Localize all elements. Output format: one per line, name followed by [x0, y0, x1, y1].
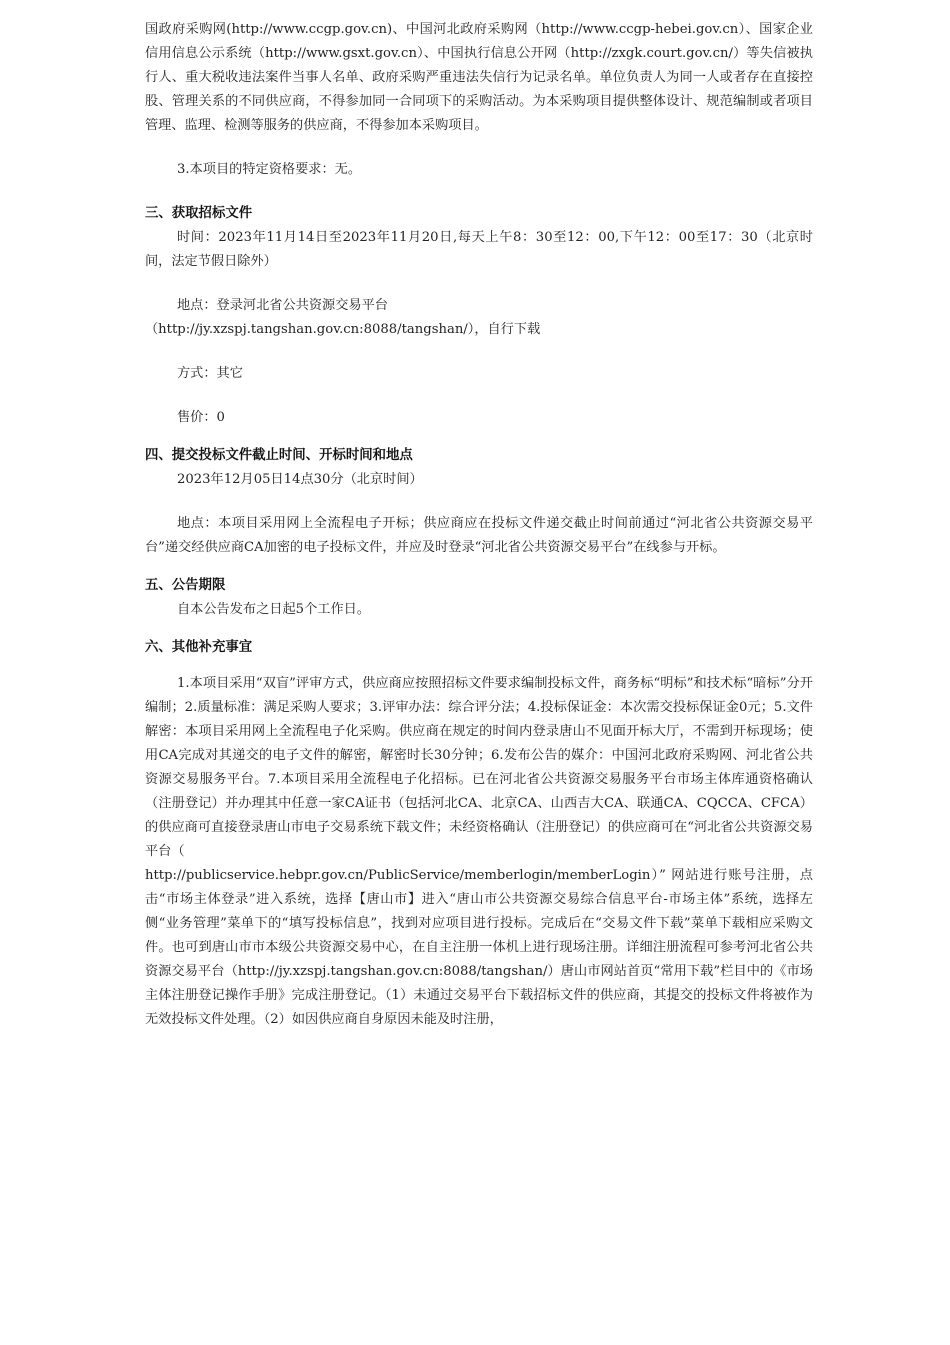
section-3-method: 方式：其它 [177, 366, 243, 381]
section-3-price: 售价：0 [177, 410, 225, 425]
section-5-text: 自本公告发布之日起5个工作日。 [177, 602, 371, 617]
section-5-title: 五、公告期限 [145, 578, 226, 593]
section-4-time: 2023年12月05日14点30分（北京时间） [177, 472, 423, 487]
section-3-place-url: （http://jy.xzspj.tangshan.gov.cn:8088/tangshan/），自行下载 [145, 322, 541, 337]
section-3-time: 时间：2023年11月14日至2023年11月20日,每天上午8：30至12：00,下午12：00至17：30（北京时间，法定节假日除外） [145, 230, 813, 269]
item-3-requirements: 3.本项目的特定资格要求：无。 [177, 162, 362, 177]
section-4-title: 四、提交投标文件截止时间、开标时间和地点 [145, 448, 413, 463]
section-6-title: 六、其他补充事宜 [145, 640, 253, 655]
section-6-text-1: 1.本项目采用“双盲”评审方式，供应商应按照招标文件要求编制投标文件，商务标“明标”和技术标“暗标”分开编制；2.质量标准：满足采购人要求；3.评审办法：综合评分法；4.投标保证金：本次需交投标保证金0元；5.文件解密：本项目采用网上全流程电子化采购。供应商在规定的时间内登录唐山不见面开标大厅，不需到开标现场；使用CA完成对其递交的电子文件的解密，解密时长30分钟；6.发布公告的媒介：中国河北政府采购网、河北省公共资源交易服务平台。7.本项目采用全流程电子化招标。已在河北省公共资源交易服务平台市场主体库通资格确认（注册登记）并办理其中任意一家CA证书（包括河北CA、北京CA、山西吉大CA、联通CA、CQCCA、CFCA）的供应商可直接登录唐山市电子交易系统下载文件；未经资格确认（注册登记）的供应商可在“河北省公共资源交易平台（ [145, 676, 813, 859]
section-6-text-2: http://publicservice.hebpr.gov.cn/PublicService/memberlogin/memberLogin）” 网站进行账号注册，点击“市场主体登录”进入系统，选择【唐山市】进入“唐山市公共资源交易综合信息平台-市场主体”系统，选择左侧“业务管理”菜单下的“填写投标信息”，找到对应项目进行投标。完成后在“交易文件下载”菜单下载相应采购文件。也可到唐山市市本级公共资源交易中心，在自主注册一体机上进行现场注册。详细注册流程可参考河北省公共资源交易平台（http://jy.xzspj.tangshan.gov.cn:8088/tangshan/）唐山市网站首页“常用下载”栏目中的《市场主体注册登记操作手册》完成注册登记。（1）未通过交易平台下载招标文件的供应商，其提交的投标文件将被作为无效投标文件处理。（2）如因供应商自身原因未能及时注册， [145, 868, 813, 1027]
section-3-place-label: 地点：登录河北省公共资源交易平台 [177, 298, 388, 313]
document-page [145, 18, 813, 1032]
section-4-place: 地点：本项目采用网上全流程电子开标；供应商应在投标文件递交截止时间前通过“河北省公共资源交易平台”递交经供应商CA加密的电子投标文件，并应及时登录“河北省公共资源交易平台”在线参与开标。 [145, 516, 813, 555]
section-3-title: 三、获取招标文件 [145, 206, 253, 221]
paragraph-intro: 国政府采购网(http://www.ccgp.gov.cn)、中国河北政府采购网（http://www.ccgp-hebei.gov.cn）、国家企业信用信息公示系统（http://www.gsxt.gov.cn）、中国执行信息公开网（http://zxgk.court.gov.cn/）等失信被执行人、重大税收违法案件当事人名单、政府采购严重违法失信行为记录名单。单位负责人为同一人或者存在直接控股、管理关系的不同供应商，不得参加同一合同项下的采购活动。为本采购项目提供整体设计、规范编制或者项目管理、监理、检测等服务的供应商，不得参加本采购项目。 [145, 22, 813, 133]
